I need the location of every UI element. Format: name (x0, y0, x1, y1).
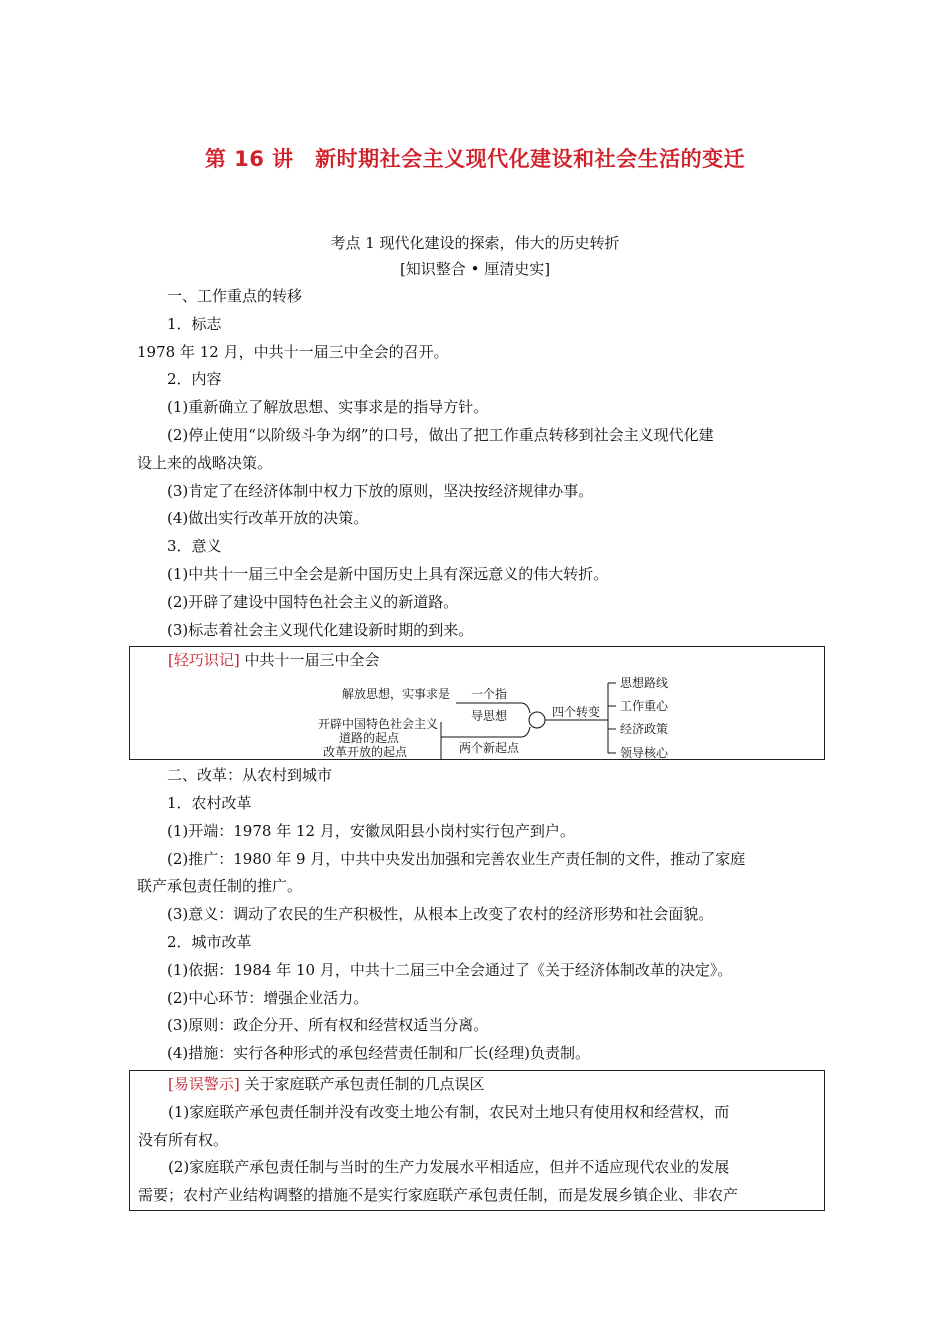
part1-s2-item: (4)做出实行改革开放的决策。 (167, 509, 369, 528)
part2-s2-item: (1)依据：1984 年 10 月，中共十二届三中全会通过了《关于经济体制改革的决定》。 (167, 960, 733, 979)
mind-map-diagram (138, 675, 816, 759)
part2-heading: 二、改革：从农村到城市 (167, 766, 333, 785)
part1-s2-item: 设上来的战略决策。 (137, 453, 273, 472)
part2-s1-title: 1．农村改革 (167, 793, 252, 812)
diagram-left1: 解放思想，实事求是 (341, 687, 450, 702)
part1-s2-item: (3)肯定了在经济体制中权力下放的原则，坚决按经济规律办事。 (167, 481, 594, 500)
document-body (137, 283, 817, 1213)
section-title: 考点 1 现代化建设的探索，伟大的历史转折 (330, 234, 620, 252)
page-title: 第 16 讲 新时期社会主义现代化建设和社会生活的变迁 (204, 147, 746, 171)
diagram-right-item: 工作重心 (620, 699, 669, 714)
diagram-center: 四个转变 (551, 705, 601, 720)
memo-tag: [轻巧识记] (168, 651, 240, 670)
diagram-right-item: 思想路线 (620, 676, 669, 691)
part1-s3-item: (3)标志着社会主义现代化建设新时期的到来。 (167, 620, 474, 639)
diagram-curve (521, 727, 530, 737)
warning-line: 需要；农村产业结构调整的措施不是实行家庭联产承包责任制，而是发展乡镇企业、非农产 (138, 1186, 739, 1205)
diagram-mid1-line1: 一个指 (470, 687, 508, 702)
warning-line: (2)家庭联产承包责任制与当时的生产力发展水平相适应，但并不适应现代农业的发展 (168, 1158, 730, 1177)
diagram-left2-line1: 开辟中国特色社会主义 (317, 717, 438, 732)
diagram-left2-line2: 道路的起点 (338, 731, 399, 746)
warning-line: (1)家庭联产承包责任制并没有改变土地公有制，农民对土地只有使用权和经营权，而 (168, 1102, 730, 1121)
part2-s1-item: (2)推广：1980 年 9 月，中共中央发出加强和完善农业生产责任制的文件，推动了家庭 (167, 849, 746, 868)
diagram-center-node (529, 712, 545, 728)
diagram-left2-line3: 改革开放的起点 (322, 745, 407, 760)
part2-s2-item: (3)原则：政企分开、所有权和经营权适当分离。 (167, 1016, 489, 1035)
memo-title: 中共十一届三中全会 (244, 651, 380, 670)
part1-s2-item: (1)重新确立了解放思想、实事求是的指导方针。 (167, 398, 489, 417)
diagram-right-item: 经济政策 (620, 722, 669, 737)
part1-s1-text: 1978 年 12 月，中共十一届三中全会的召开。 (137, 342, 449, 361)
mind-map-svg (138, 675, 818, 759)
diagram-mid2: 两个新起点 (458, 741, 520, 756)
memo-box (129, 646, 825, 760)
part2-s2-item: (2)中心环节：增强企业活力。 (167, 988, 369, 1007)
part1-s1-title: 1．标志 (167, 314, 222, 333)
diagram-curve (521, 703, 530, 713)
warning-title: 关于家庭联产承包责任制的几点误区 (244, 1074, 485, 1093)
diagram-mid1-line2: 导思想 (470, 709, 508, 724)
section-subtitle: [知识整合 • 厘清史实] (399, 260, 551, 278)
part1-heading: 一、工作重点的转移 (167, 287, 303, 305)
part1-s2-item: (2)停止使用“以阶级斗争为纲”的口号，做出了把工作重点转移到社会主义现代化建 (167, 425, 714, 444)
part2-s2-title: 2．城市改革 (167, 932, 252, 951)
part2-s1-item: (1)开端：1978 年 12 月，安徽凤阳县小岗村实行包产到户。 (167, 821, 575, 840)
memo-box-header (138, 647, 816, 675)
part1-s3-item: (2)开辟了建设中国特色社会主义的新道路。 (167, 592, 459, 611)
part1-s3-title: 3．意义 (167, 537, 222, 556)
part2-s1-item: 联产承包责任制的推广。 (137, 877, 303, 896)
part1-s3-item: (1)中共十一届三中全会是新中国历史上具有深远意义的伟大转折。 (167, 564, 609, 583)
part2-s1-item: (3)意义：调动了农民的生产积极性，从根本上改变了农村的经济形势和社会面貌。 (167, 905, 714, 924)
warning-tag: [易误警示] (168, 1074, 240, 1093)
warning-line: 没有所有权。 (138, 1130, 229, 1149)
diagram-right-item: 领导核心 (620, 746, 669, 760)
part1-s2-title: 2．内容 (167, 370, 222, 389)
warning-box-header (138, 1071, 816, 1099)
part2-s2-item: (4)措施：实行各种形式的承包经营责任制和厂长(经理)负责制。 (167, 1044, 590, 1063)
warning-box (129, 1070, 825, 1211)
